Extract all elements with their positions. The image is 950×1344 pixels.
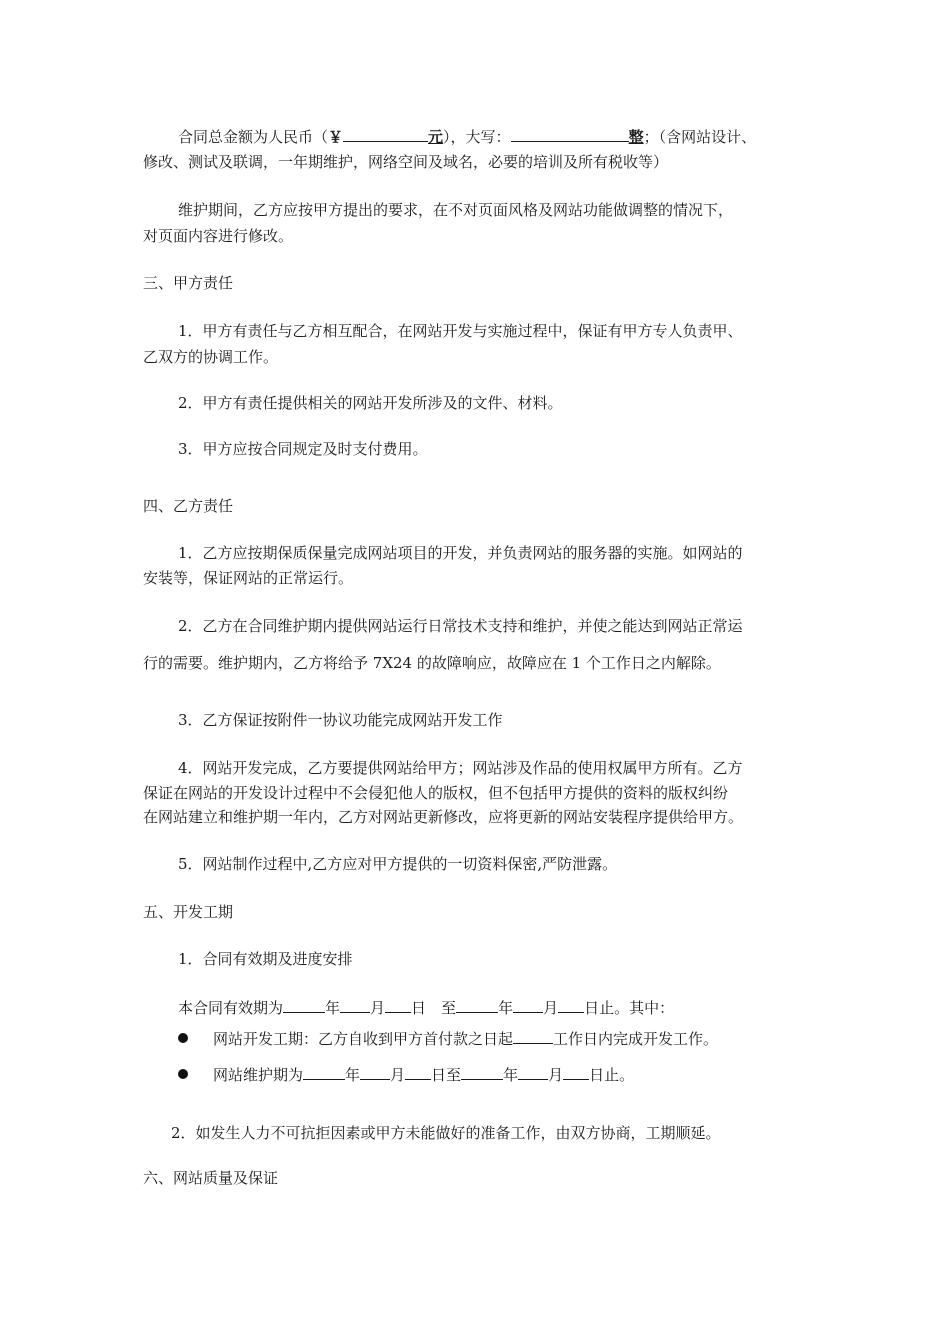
section3-item3: 3．甲方应按合同规定及时支付费用。	[178, 440, 428, 458]
section4-item4-line2: 保证在网站的开发设计过程中不会侵犯他人的版权，但不包括甲方提供的资料的版权纠纷	[143, 784, 729, 802]
end-day-label: 日止。其中：	[584, 999, 675, 1017]
maint-end-month-label: 月	[548, 1066, 564, 1084]
section3-item2: 2．甲方有责任提供相关的网站开发所涉及的文件、材料。	[178, 394, 563, 412]
dev-days-blank[interactable]	[513, 1026, 553, 1044]
maintenance-line2: 对页面内容进行修改。	[143, 227, 294, 245]
maintenance-line1: 维护期间，乙方应按甲方提出的要求，在不对页面风格及网站功能做调整的情况下，	[178, 201, 734, 219]
maint-start-year-label: 年	[345, 1066, 361, 1084]
end-month-blank[interactable]	[513, 995, 543, 1013]
start-day-blank[interactable]	[385, 995, 411, 1013]
start-month-blank[interactable]	[340, 995, 370, 1013]
section6-heading: 六、网站质量及保证	[143, 1169, 279, 1187]
section4-item4-line3: 在网站建立和维护期一年内，乙方对网站更新修改，应将更新的网站安装程序提供给甲方。	[143, 808, 744, 826]
end-year-label: 年	[498, 999, 514, 1017]
zheng-label: 整	[628, 128, 644, 146]
start-month-label: 月	[370, 999, 386, 1017]
maint-end-year-blank[interactable]	[461, 1062, 503, 1080]
contract-amount-line2: 修改、测试及联调，一年期维护，网络空间及域名，必要的培训及所有税收等）	[143, 153, 669, 171]
yen-symbol: ￥	[328, 128, 344, 146]
section4-item2-line2: 行的需要。维护期内，乙方将给予 7X24 的故障响应，故障应在 1 个工作日之内解除。	[143, 654, 721, 672]
maint-start-year-blank[interactable]	[303, 1062, 345, 1080]
start-year-blank[interactable]	[283, 995, 325, 1013]
amount-suffix: ；（含网站设计、	[643, 128, 757, 146]
dev-period-prefix: 网站开发工期：乙方自收到甲方首付款之日起	[213, 1030, 514, 1048]
amount-words-blank[interactable]	[511, 124, 629, 142]
section4-item1-line2: 安装等，保证网站的正常运行。	[143, 569, 354, 587]
dev-period-bullet	[213, 1026, 718, 1052]
start-year-label: 年	[325, 999, 341, 1017]
section3-item1-line2: 乙双方的协调工作。	[143, 348, 279, 366]
maint-end-day-blank[interactable]	[563, 1062, 589, 1080]
maint-end-year-label: 年	[503, 1066, 519, 1084]
validity-prefix: 本合同有效期为	[178, 999, 284, 1017]
yuan-label: 元	[428, 128, 444, 146]
end-day-blank[interactable]	[558, 995, 584, 1013]
section3-heading: 三、甲方责任	[143, 274, 234, 292]
amount-mid: ），大写：	[443, 128, 511, 146]
contract-amount-line1	[178, 124, 848, 150]
end-year-blank[interactable]	[456, 995, 498, 1013]
section4-item3: 3．乙方保证按附件一协议功能完成网站开发工作	[178, 711, 503, 729]
end-month-label: 月	[543, 999, 559, 1017]
maint-start-month-blank[interactable]	[360, 1062, 390, 1080]
section4-item4-line1: 4．网站开发完成，乙方要提供网站给甲方；网站涉及作品的使用权属甲方所有。乙方	[178, 759, 743, 777]
maint-end-month-blank[interactable]	[518, 1062, 548, 1080]
section4-heading: 四、乙方责任	[143, 497, 234, 515]
dev-period-suffix: 工作日内完成开发工作。	[553, 1030, 719, 1048]
bullet-dot-icon	[178, 1033, 188, 1043]
section4-item2-line1: 2．乙方在合同维护期内提供网站运行日常技术支持和维护，并使之能达到网站正常运	[178, 617, 743, 635]
maint-period-prefix: 网站维护期为	[213, 1066, 304, 1084]
start-day-to-label: 日 至	[411, 999, 457, 1017]
section4-item5: 5．网站制作过程中,乙方应对甲方提供的一切资料保密,严防泄露。	[178, 855, 618, 873]
maint-day-to-label: 日至	[431, 1066, 462, 1084]
maint-end-day-label: 日止。	[589, 1066, 635, 1084]
section5-item1: 1．合同有效期及进度安排	[178, 950, 353, 968]
amount-figure-blank[interactable]	[343, 124, 428, 142]
maint-start-month-label: 月	[390, 1066, 406, 1084]
section3-item1-line1: 1．甲方有责任与乙方相互配合，在网站开发与实施过程中，保证有甲方专人负责甲、	[178, 322, 743, 340]
validity-period-line	[178, 995, 848, 1021]
maint-start-day-blank[interactable]	[405, 1062, 431, 1080]
maint-period-bullet	[213, 1062, 634, 1088]
amount-prefix: 合同总金额为人民币（	[178, 128, 329, 146]
bullet-dot-icon	[178, 1069, 188, 1079]
section5-heading: 五、开发工期	[143, 903, 234, 921]
section4-item1-line1: 1．乙方应按期保质保量完成网站项目的开发，并负责网站的服务器的实施。如网站的	[178, 544, 743, 562]
section5-item2: 2．如发生人力不可抗拒因素或甲方未能做好的准备工作，由双方协商，工期顺延。	[171, 1124, 721, 1142]
